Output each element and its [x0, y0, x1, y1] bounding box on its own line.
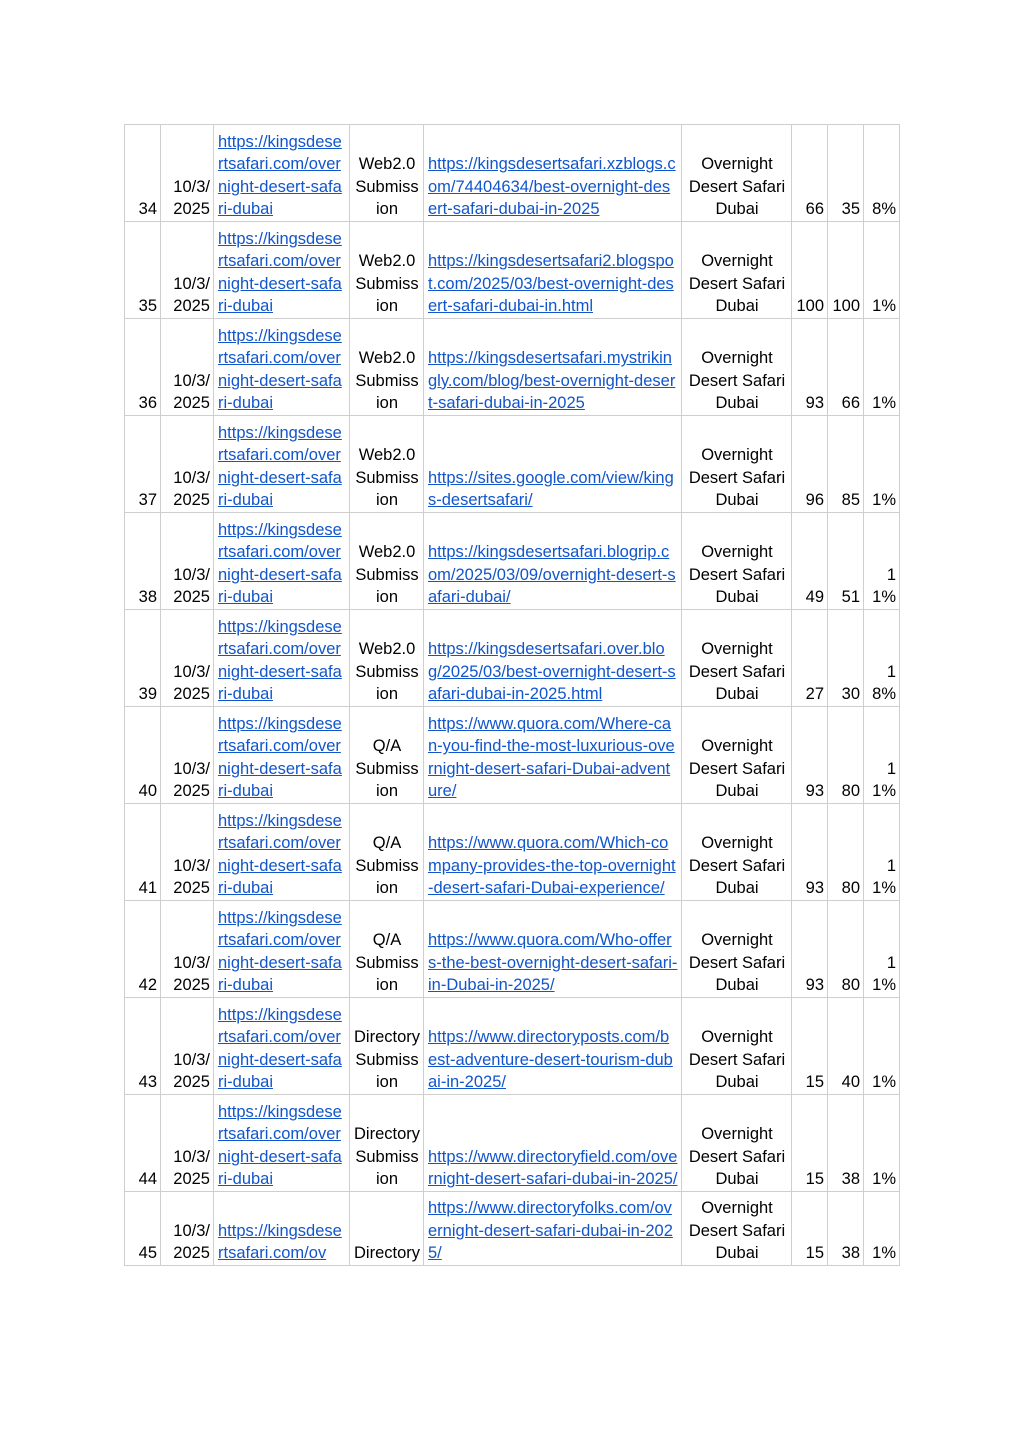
spam-score-cell: 11%: [864, 513, 900, 610]
date-cell: 10/3/2025: [161, 610, 214, 707]
backlink-url-link[interactable]: https://www.quora.com/Which-company-provides-the-top-overnight-desert-safari-Dubai-experience/: [428, 834, 676, 898]
row-number: 41: [125, 804, 161, 901]
target-url-cell: [214, 222, 350, 319]
target-url-link[interactable]: https://kingsdesertsafari.com/ov: [218, 1221, 342, 1263]
da-cell: 49: [792, 513, 828, 610]
backlink-url-cell: [424, 901, 682, 998]
table-row: [125, 416, 900, 513]
backlink-url-cell: [424, 222, 682, 319]
keyword-cell: Overnight Desert Safari Dubai: [682, 513, 792, 610]
date-cell: 10/3/2025: [161, 222, 214, 319]
keyword-cell: Overnight Desert Safari Dubai: [682, 222, 792, 319]
backlink-url-link[interactable]: https://www.directoryposts.com/best-adventure-desert-tourism-dubai-in-2025/: [428, 1028, 673, 1092]
da-cell: 15: [792, 998, 828, 1095]
spam-score-cell: 1%: [864, 1192, 900, 1266]
table-row: [125, 222, 900, 319]
table-row: [125, 998, 900, 1095]
pa-cell: 38: [828, 1095, 864, 1192]
submission-type-cell: Q/A Submission: [350, 804, 424, 901]
pa-cell: 85: [828, 416, 864, 513]
pa-cell: 51: [828, 513, 864, 610]
da-cell: 93: [792, 319, 828, 416]
target-url-link[interactable]: https://kingsdesertsafari.com/overnight-desert-safari-dubai: [218, 229, 342, 316]
submission-type-cell: Web2.0 Submission: [350, 222, 424, 319]
spam-score-cell: 11%: [864, 707, 900, 804]
submission-type-cell: Web2.0 Submission: [350, 416, 424, 513]
spam-score-cell: 1%: [864, 998, 900, 1095]
date-cell: 10/3/2025: [161, 416, 214, 513]
target-url-link[interactable]: https://kingsdesertsafari.com/overnight-desert-safari-dubai: [218, 811, 342, 898]
date-cell: 10/3/2025: [161, 1095, 214, 1192]
target-url-cell: [214, 901, 350, 998]
table-row: [125, 1192, 900, 1266]
table-row: [125, 610, 900, 707]
submission-type-cell: Q/A Submission: [350, 901, 424, 998]
target-url-cell: [214, 804, 350, 901]
backlink-url-link[interactable]: https://www.directoryfolks.com/overnight-desert-safari-dubai-in-2025/: [428, 1199, 673, 1263]
spam-score-cell: 18%: [864, 610, 900, 707]
submission-type-cell: Directory Submission: [350, 998, 424, 1095]
target-url-link[interactable]: https://kingsdesertsafari.com/overnight-desert-safari-dubai: [218, 1005, 342, 1092]
pa-cell: 35: [828, 125, 864, 222]
submission-type-cell: Web2.0 Submission: [350, 610, 424, 707]
pa-cell: 66: [828, 319, 864, 416]
submission-type-cell: Web2.0 Submission: [350, 125, 424, 222]
da-cell: 93: [792, 804, 828, 901]
target-url-link[interactable]: https://kingsdesertsafari.com/overnight-desert-safari-dubai: [218, 908, 342, 995]
row-number: 43: [125, 998, 161, 1095]
spam-score-cell: 1%: [864, 222, 900, 319]
date-cell: 10/3/2025: [161, 998, 214, 1095]
table-row: [125, 125, 900, 222]
keyword-cell: Overnight Desert Safari Dubai: [682, 319, 792, 416]
backlink-url-cell: [424, 1095, 682, 1192]
target-url-cell: [214, 998, 350, 1095]
backlink-url-link[interactable]: https://kingsdesertsafari.xzblogs.com/74404634/best-overnight-desert-safari-dubai-in-2025: [428, 155, 676, 219]
keyword-cell: Overnight Desert Safari Dubai: [682, 416, 792, 513]
backlink-url-link[interactable]: https://kingsdesertsafari.mystrikingly.com/blog/best-overnight-desert-safari-dubai-in-2025: [428, 349, 676, 413]
target-url-link[interactable]: https://kingsdesertsafari.com/overnight-desert-safari-dubai: [218, 520, 342, 607]
da-cell: 27: [792, 610, 828, 707]
target-url-link[interactable]: https://kingsdesertsafari.com/overnight-desert-safari-dubai: [218, 1102, 342, 1189]
da-cell: 15: [792, 1192, 828, 1266]
target-url-cell: [214, 513, 350, 610]
backlink-table: [124, 124, 900, 1266]
row-number: 34: [125, 125, 161, 222]
table-row: [125, 513, 900, 610]
target-url-link[interactable]: https://kingsdesertsafari.com/overnight-desert-safari-dubai: [218, 423, 342, 510]
table-row: [125, 319, 900, 416]
target-url-cell: [214, 125, 350, 222]
target-url-link[interactable]: https://kingsdesertsafari.com/overnight-desert-safari-dubai: [218, 326, 342, 413]
keyword-cell: Overnight Desert Safari Dubai: [682, 901, 792, 998]
da-cell: 96: [792, 416, 828, 513]
keyword-cell: Overnight Desert Safari Dubai: [682, 610, 792, 707]
row-number: 44: [125, 1095, 161, 1192]
date-cell: 10/3/2025: [161, 901, 214, 998]
keyword-cell: Overnight Desert Safari Dubai: [682, 998, 792, 1095]
backlink-url-cell: [424, 416, 682, 513]
backlink-url-link[interactable]: https://kingsdesertsafari2.blogspot.com/2025/03/best-overnight-desert-safari-dubai-in.html: [428, 252, 674, 316]
target-url-link[interactable]: https://kingsdesertsafari.com/overnight-desert-safari-dubai: [218, 132, 342, 219]
backlink-url-link[interactable]: https://www.quora.com/Who-offers-the-best-overnight-desert-safari-in-Dubai-in-2025/: [428, 931, 678, 995]
row-number: 45: [125, 1192, 161, 1266]
pa-cell: 100: [828, 222, 864, 319]
table-row: [125, 804, 900, 901]
date-cell: 10/3/2025: [161, 804, 214, 901]
pa-cell: 80: [828, 901, 864, 998]
pa-cell: 80: [828, 804, 864, 901]
row-number: 36: [125, 319, 161, 416]
row-number: 39: [125, 610, 161, 707]
row-number: 35: [125, 222, 161, 319]
keyword-cell: Overnight Desert Safari Dubai: [682, 804, 792, 901]
row-number: 42: [125, 901, 161, 998]
target-url-cell: [214, 1095, 350, 1192]
spam-score-cell: 1%: [864, 416, 900, 513]
backlink-url-cell: [424, 125, 682, 222]
da-cell: 66: [792, 125, 828, 222]
target-url-link[interactable]: https://kingsdesertsafari.com/overnight-desert-safari-dubai: [218, 617, 342, 704]
da-cell: 100: [792, 222, 828, 319]
backlink-url-cell: [424, 804, 682, 901]
target-url-cell: [214, 416, 350, 513]
table-body: [125, 125, 900, 1266]
pa-cell: 38: [828, 1192, 864, 1266]
submission-type-cell: Web2.0 Submission: [350, 513, 424, 610]
backlink-url-cell: [424, 998, 682, 1095]
backlink-url-link[interactable]: https://sites.google.com/view/kings-desertsafari/: [428, 468, 674, 510]
keyword-cell: Overnight Desert Safari Dubai: [682, 1192, 792, 1266]
target-url-link[interactable]: https://kingsdesertsafari.com/overnight-desert-safari-dubai: [218, 714, 342, 801]
row-number: 37: [125, 416, 161, 513]
target-url-cell: [214, 707, 350, 804]
backlink-url-cell: [424, 610, 682, 707]
backlink-url-link[interactable]: https://kingsdesertsafari.over.blog/2025/03/best-overnight-desert-safari-dubai-in-2025.html: [428, 640, 676, 704]
submission-type-cell: Web2.0 Submission: [350, 319, 424, 416]
backlink-url-link[interactable]: https://www.quora.com/Where-can-you-find-the-most-luxurious-overnight-desert-safari-Dubai-adventure/: [428, 714, 675, 801]
backlink-url-link[interactable]: https://kingsdesertsafari.blogrip.com/2025/03/09/overnight-desert-safari-dubai/: [428, 543, 676, 607]
pa-cell: 80: [828, 707, 864, 804]
backlink-url-link[interactable]: https://www.directoryfield.com/overnight-desert-safari-dubai-in-2025/: [428, 1147, 678, 1189]
date-cell: 10/3/2025: [161, 319, 214, 416]
da-cell: 93: [792, 707, 828, 804]
spam-score-cell: 11%: [864, 804, 900, 901]
backlink-url-cell: [424, 319, 682, 416]
keyword-cell: Overnight Desert Safari Dubai: [682, 707, 792, 804]
backlink-url-cell: [424, 513, 682, 610]
table-row: [125, 707, 900, 804]
da-cell: 15: [792, 1095, 828, 1192]
da-cell: 93: [792, 901, 828, 998]
spam-score-cell: 1%: [864, 319, 900, 416]
row-number: 38: [125, 513, 161, 610]
table-row: [125, 901, 900, 998]
spam-score-cell: 11%: [864, 901, 900, 998]
date-cell: 10/3/2025: [161, 1192, 214, 1266]
pa-cell: 30: [828, 610, 864, 707]
table-row: [125, 1095, 900, 1192]
backlink-url-cell: [424, 1192, 682, 1266]
target-url-cell: [214, 610, 350, 707]
backlink-url-cell: [424, 707, 682, 804]
date-cell: 10/3/2025: [161, 707, 214, 804]
pa-cell: 40: [828, 998, 864, 1095]
submission-type-cell: Directory Submission: [350, 1095, 424, 1192]
date-cell: 10/3/2025: [161, 125, 214, 222]
row-number: 40: [125, 707, 161, 804]
spam-score-cell: 1%: [864, 1095, 900, 1192]
target-url-cell: [214, 319, 350, 416]
keyword-cell: Overnight Desert Safari Dubai: [682, 1095, 792, 1192]
date-cell: 10/3/2025: [161, 513, 214, 610]
keyword-cell: Overnight Desert Safari Dubai: [682, 125, 792, 222]
submission-type-cell: Q/A Submission: [350, 707, 424, 804]
submission-type-cell: Directory: [350, 1192, 424, 1266]
spam-score-cell: 8%: [864, 125, 900, 222]
target-url-cell: [214, 1192, 350, 1266]
